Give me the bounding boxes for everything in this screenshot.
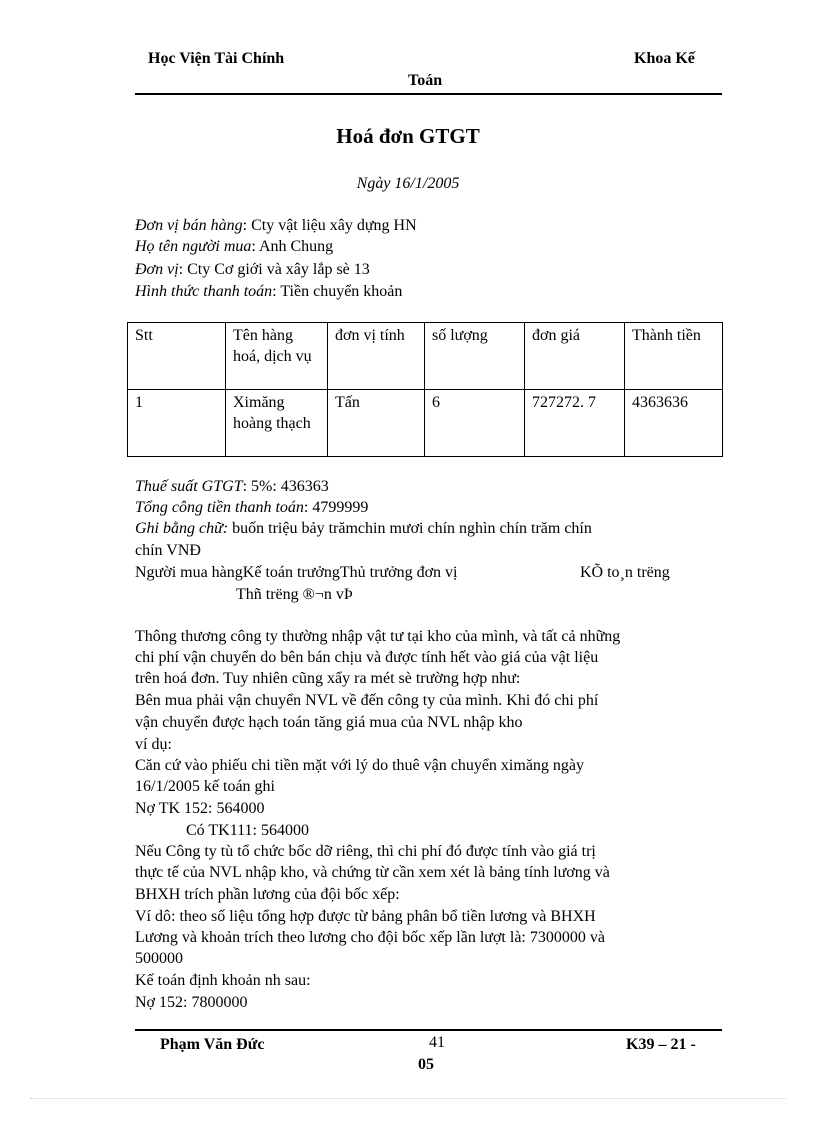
body-paragraph-line: Lương và khoản trích theo lương cho đội bốc xếp lần lượt là: 7300000 và bbox=[135, 929, 605, 946]
payment-value: : Tiền chuyển khoản bbox=[272, 283, 403, 300]
table-cell: 727272. 7 bbox=[525, 390, 625, 457]
signature-chief-accountant: KÕ to¸n trëng bbox=[580, 564, 670, 581]
body-paragraph-line: vận chuyển được hạch toán tăng giá mua của NVL nhập kho bbox=[135, 714, 523, 731]
debit-entry: Nợ TK 152: 564000 bbox=[135, 800, 265, 817]
tax-line bbox=[135, 476, 329, 497]
table-cell: 1 bbox=[128, 390, 226, 457]
unit-label: Đơn vị bbox=[135, 261, 179, 278]
amount-in-words-line bbox=[135, 518, 592, 539]
body-paragraph-line: 16/1/2005 kế toán ghi bbox=[135, 778, 275, 795]
table-header-cell: số lượng bbox=[425, 323, 525, 390]
seller-label: Đơn vị bán hàng bbox=[135, 217, 243, 234]
body-paragraph-line: Bên mua phải vận chuyển NVL về đến công ty của mình. Khi đó chi phí bbox=[135, 692, 599, 709]
payment-label: Hình thức thanh toán bbox=[135, 283, 273, 300]
header-school: Học Viện Tài Chính bbox=[148, 50, 285, 67]
words-label: Ghi bằng chữ: bbox=[135, 520, 229, 537]
body-paragraph-line: Nếu Công ty tù tổ chức bốc dỡ riêng, thì chi phí đó được tính vào giá trị bbox=[135, 843, 596, 860]
body-paragraph-line: Ví dô: theo số liệu tổng hợp được từ bảng phân bổ tiền lương và BHXH bbox=[135, 908, 596, 925]
invoice-table bbox=[127, 322, 723, 457]
payment-line bbox=[135, 281, 402, 302]
table-header-cell: đơn vị tính bbox=[328, 323, 425, 390]
table-cell: Ximăng hoàng thạch bbox=[226, 390, 328, 457]
body-paragraph-line: ví dụ: bbox=[135, 736, 172, 753]
header-faculty-continued: Toán bbox=[408, 72, 443, 89]
amount-in-words-line-2: chín VNĐ bbox=[135, 542, 201, 559]
unit-line bbox=[135, 259, 370, 280]
table-cell: 4363636 bbox=[625, 390, 723, 457]
body-paragraph-line: Kế toán định khoản nh sau: bbox=[135, 972, 311, 989]
body-paragraph-line: Căn cứ vào phiếu chi tiền mặt với lý do thuê vận chuyển ximăng ngày bbox=[135, 757, 585, 774]
table-header-cell: Tên hàng hoá, dịch vụ bbox=[226, 323, 328, 390]
table-row bbox=[128, 390, 723, 457]
body-paragraph-line: Thông thương công ty thường nhập vật tư tại kho của mình, và tất cả những bbox=[135, 628, 621, 645]
signature-roles: Người mua hàngKế toán trưởngThủ trưởng đơn vị bbox=[135, 564, 458, 581]
credit-entry: Có TK111: 564000 bbox=[186, 822, 309, 839]
page-number: 41 bbox=[429, 1034, 445, 1051]
table-header-cell: đơn giá bbox=[525, 323, 625, 390]
footer-rule bbox=[135, 1029, 722, 1031]
debit-entry: Nợ 152: 7800000 bbox=[135, 994, 248, 1011]
invoice-date: Ngày 16/1/2005 bbox=[356, 175, 460, 192]
footer-class-code-continued: 05 bbox=[418, 1056, 434, 1073]
body-paragraph-line: BHXH trích phần lương của đội bốc xếp: bbox=[135, 886, 400, 903]
tax-value: : 5%: 436363 bbox=[242, 478, 329, 495]
body-paragraph-line: 500000 bbox=[135, 950, 183, 967]
unit-value: : Cty Cơ giới và xây lắp sè 13 bbox=[178, 261, 370, 278]
total-value: : 4799999 bbox=[303, 499, 369, 516]
seller-line bbox=[135, 215, 417, 236]
total-label: Tổng công tiền thanh toán bbox=[135, 499, 304, 516]
buyer-value: : Anh Chung bbox=[251, 238, 334, 255]
footer-class-code: K39 – 21 - bbox=[626, 1036, 696, 1053]
table-header-cell: Stt bbox=[128, 323, 226, 390]
page-title: Hoá đơn GTGT bbox=[336, 124, 480, 148]
body-paragraph-line: thực tế của NVL nhập kho, và chứng từ cần xem xét là bảng tính lương và bbox=[135, 864, 610, 881]
words-value: buốn triệu bảy trămchin mươi chín nghìn chín trăm chín bbox=[228, 520, 592, 537]
body-paragraph-line: chi phí vận chuyển do bên bán chịu và được tính hết vào giá của vật liệu bbox=[135, 649, 599, 666]
buyer-label: Họ tên người mua bbox=[135, 238, 252, 255]
total-line bbox=[135, 497, 368, 518]
page-bottom-divider bbox=[30, 1098, 786, 1099]
table-cell: 6 bbox=[425, 390, 525, 457]
table-header-cell: Thành tiền bbox=[625, 323, 723, 390]
header-faculty: Khoa Kế bbox=[634, 50, 695, 67]
table-header-row bbox=[128, 323, 723, 390]
header-rule bbox=[135, 93, 722, 95]
footer-author: Phạm Văn Đức bbox=[160, 1036, 265, 1053]
seller-value: : Cty vật liệu xây dựng HN bbox=[242, 217, 417, 234]
signature-director: Thñ trëng ®¬n vÞ bbox=[236, 586, 353, 603]
table-cell: Tấn bbox=[328, 390, 425, 457]
buyer-line bbox=[135, 236, 333, 257]
tax-label: Thuế suất GTGT bbox=[135, 478, 243, 495]
body-paragraph-line: trên hoá đơn. Tuy nhiên cũng xẩy ra mét sè trường hợp như: bbox=[135, 670, 521, 687]
